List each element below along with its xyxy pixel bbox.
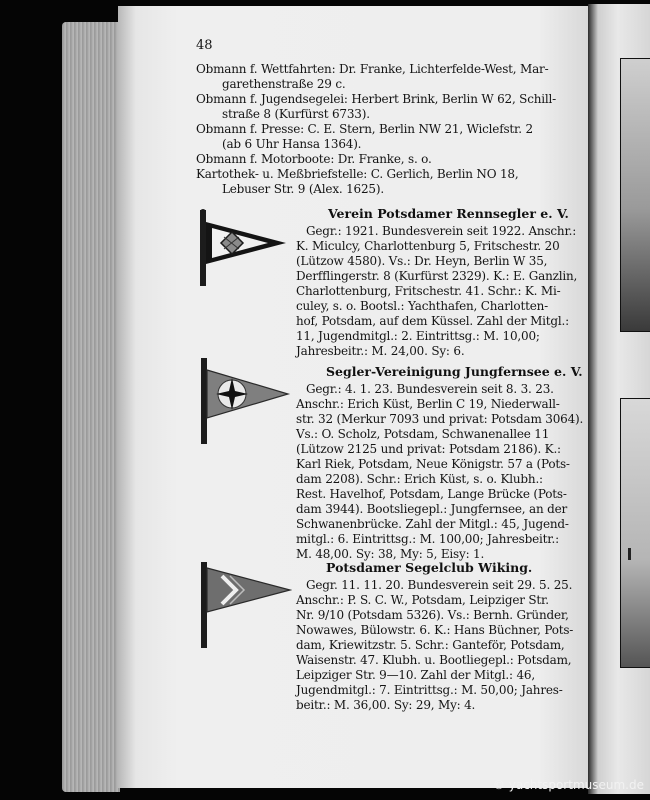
club-name: Segler-Vereinigung Jungfernsee e. V. xyxy=(326,364,583,379)
club-name: Verein Potsdamer Rennsegler e. V. xyxy=(328,206,569,221)
club-line: (Lützow 4580). Vs.: Dr. Heyn, Berlin W 35, xyxy=(296,254,548,268)
club-line: (Lützow 2125 und privat: Potsdam 2186). K.: xyxy=(296,442,561,456)
club-line: Nr. 9/10 (Potsdam 5326). Vs.: Bernh. Gründer, xyxy=(296,608,569,622)
club-line: M. 48,00. Sy: 38, My: 5, Eisy: 1. xyxy=(296,547,485,561)
facing-page-photo-bottom xyxy=(620,398,650,668)
officials-line: garethenstraße 29 c. xyxy=(222,77,346,91)
club-line: Jugendmitgl.: 7. Eintrittsg.: M. 50,00; Jahres- xyxy=(296,683,563,697)
club-line: mitgl.: 6. Eintrittsg.: M. 100,00; Jahresbeitr.: xyxy=(296,532,559,546)
copyright-watermark: © yachtsportmuseum.de xyxy=(492,778,644,792)
page-edges xyxy=(62,22,120,792)
officials-line: (ab 6 Uhr Hansa 1364). xyxy=(222,137,362,151)
club-line: dam 2208). Schr.: Erich Küst, s. o. Klubh.: xyxy=(296,472,543,486)
club-line: dam, Kriewitzstr. 5. Schr.: Ganteför, Potsdam, xyxy=(296,638,565,652)
pennant-chevron-icon xyxy=(196,560,292,650)
page-number: 48 xyxy=(196,38,213,53)
club-line: Schwanenbrücke. Zahl der Mitgl.: 45, Jugend- xyxy=(296,517,569,531)
club-line: beitr.: M. 36,00. Sy: 29, My: 4. xyxy=(296,698,476,712)
club-line: K. Miculcy, Charlottenburg 5, Fritschestr. 20 xyxy=(296,239,560,253)
officials-line: Obmann f. Wettfahrten: Dr. Franke, Lichterfelde-West, Mar- xyxy=(196,62,549,76)
club-line: Vs.: O. Scholz, Potsdam, Schwanenallee 11 xyxy=(296,427,550,441)
club-line: str. 32 (Merkur 7093 und privat: Potsdam 3064). xyxy=(296,412,584,426)
club-line: hof, Potsdam, auf dem Küssel. Zahl der Mitgl.: xyxy=(296,314,569,328)
club-name: Potsdamer Segelclub Wiking. xyxy=(326,560,533,575)
club-line: dam 3944). Bootsliegepl.: Jungfernsee, an der xyxy=(296,502,568,516)
officials-line: Obmann f. Presse: C. E. Stern, Berlin NW 21, Wiclefstr. 2 xyxy=(196,122,533,136)
officials-line: Obmann f. Jugendsegelei: Herbert Brink, Berlin W 62, Schill- xyxy=(196,92,557,106)
club-line: Anschr.: Erich Küst, Berlin C 19, Niederwall- xyxy=(296,397,560,411)
facing-page-photo-top xyxy=(620,58,650,332)
club-line: 11, Jugendmitgl.: 2. Eintrittsg.: M. 10,00; xyxy=(296,329,540,343)
officials-line: Lebuser Str. 9 (Alex. 1625). xyxy=(222,182,384,196)
club-line: culey, s. o. Bootsl.: Yachthafen, Charlotten- xyxy=(296,299,548,313)
officials-line: straße 8 (Kurfürst 6733). xyxy=(222,107,370,121)
photo-sail-mark xyxy=(628,548,631,560)
club-line: Rest. Havelhof, Potsdam, Lange Brücke (Pots- xyxy=(296,487,567,501)
club-line: Gegr.: 1921. Bundesverein seit 1922. Anschr.: xyxy=(306,224,577,238)
club-line: Anschr.: P. S. C. W., Potsdam, Leipziger Str. xyxy=(296,593,549,607)
club-line: Charlottenburg, Fritschestr. 41. Schr.: K. Mi- xyxy=(296,284,561,298)
club-line: Karl Riek, Potsdam, Neue Königstr. 57 a (Pots- xyxy=(296,457,570,471)
club-line: Derfflingerstr. 8 (Kurfürst 2329). K.: E. Ganzlin, xyxy=(296,269,578,283)
club-line: Jahresbeitr.: M. 24,00. Sy: 6. xyxy=(296,344,465,358)
club-line: Leipziger Str. 9—10. Zahl der Mitgl.: 46, xyxy=(296,668,535,682)
club-line: Gegr. 11. 11. 20. Bundesverein seit 29. 5. 25. xyxy=(306,578,573,592)
officials-line: Obmann f. Motorboote: Dr. Franke, s. o. xyxy=(196,152,432,166)
pennant-diamond-icon xyxy=(194,208,290,288)
club-line: Gegr.: 4. 1. 23. Bundesverein seit 8. 3. 23. xyxy=(306,382,554,396)
officials-line: Kartothek- u. Meßbriefstelle: C. Gerlich, Berlin NO 18, xyxy=(196,167,519,181)
club-line: Nowawes, Bülowstr. 6. K.: Hans Büchner, Pots- xyxy=(296,623,574,637)
pennant-star-icon xyxy=(196,356,292,446)
club-line: Waisenstr. 47. Klubh. u. Bootliegepl.: Potsdam, xyxy=(296,653,572,667)
